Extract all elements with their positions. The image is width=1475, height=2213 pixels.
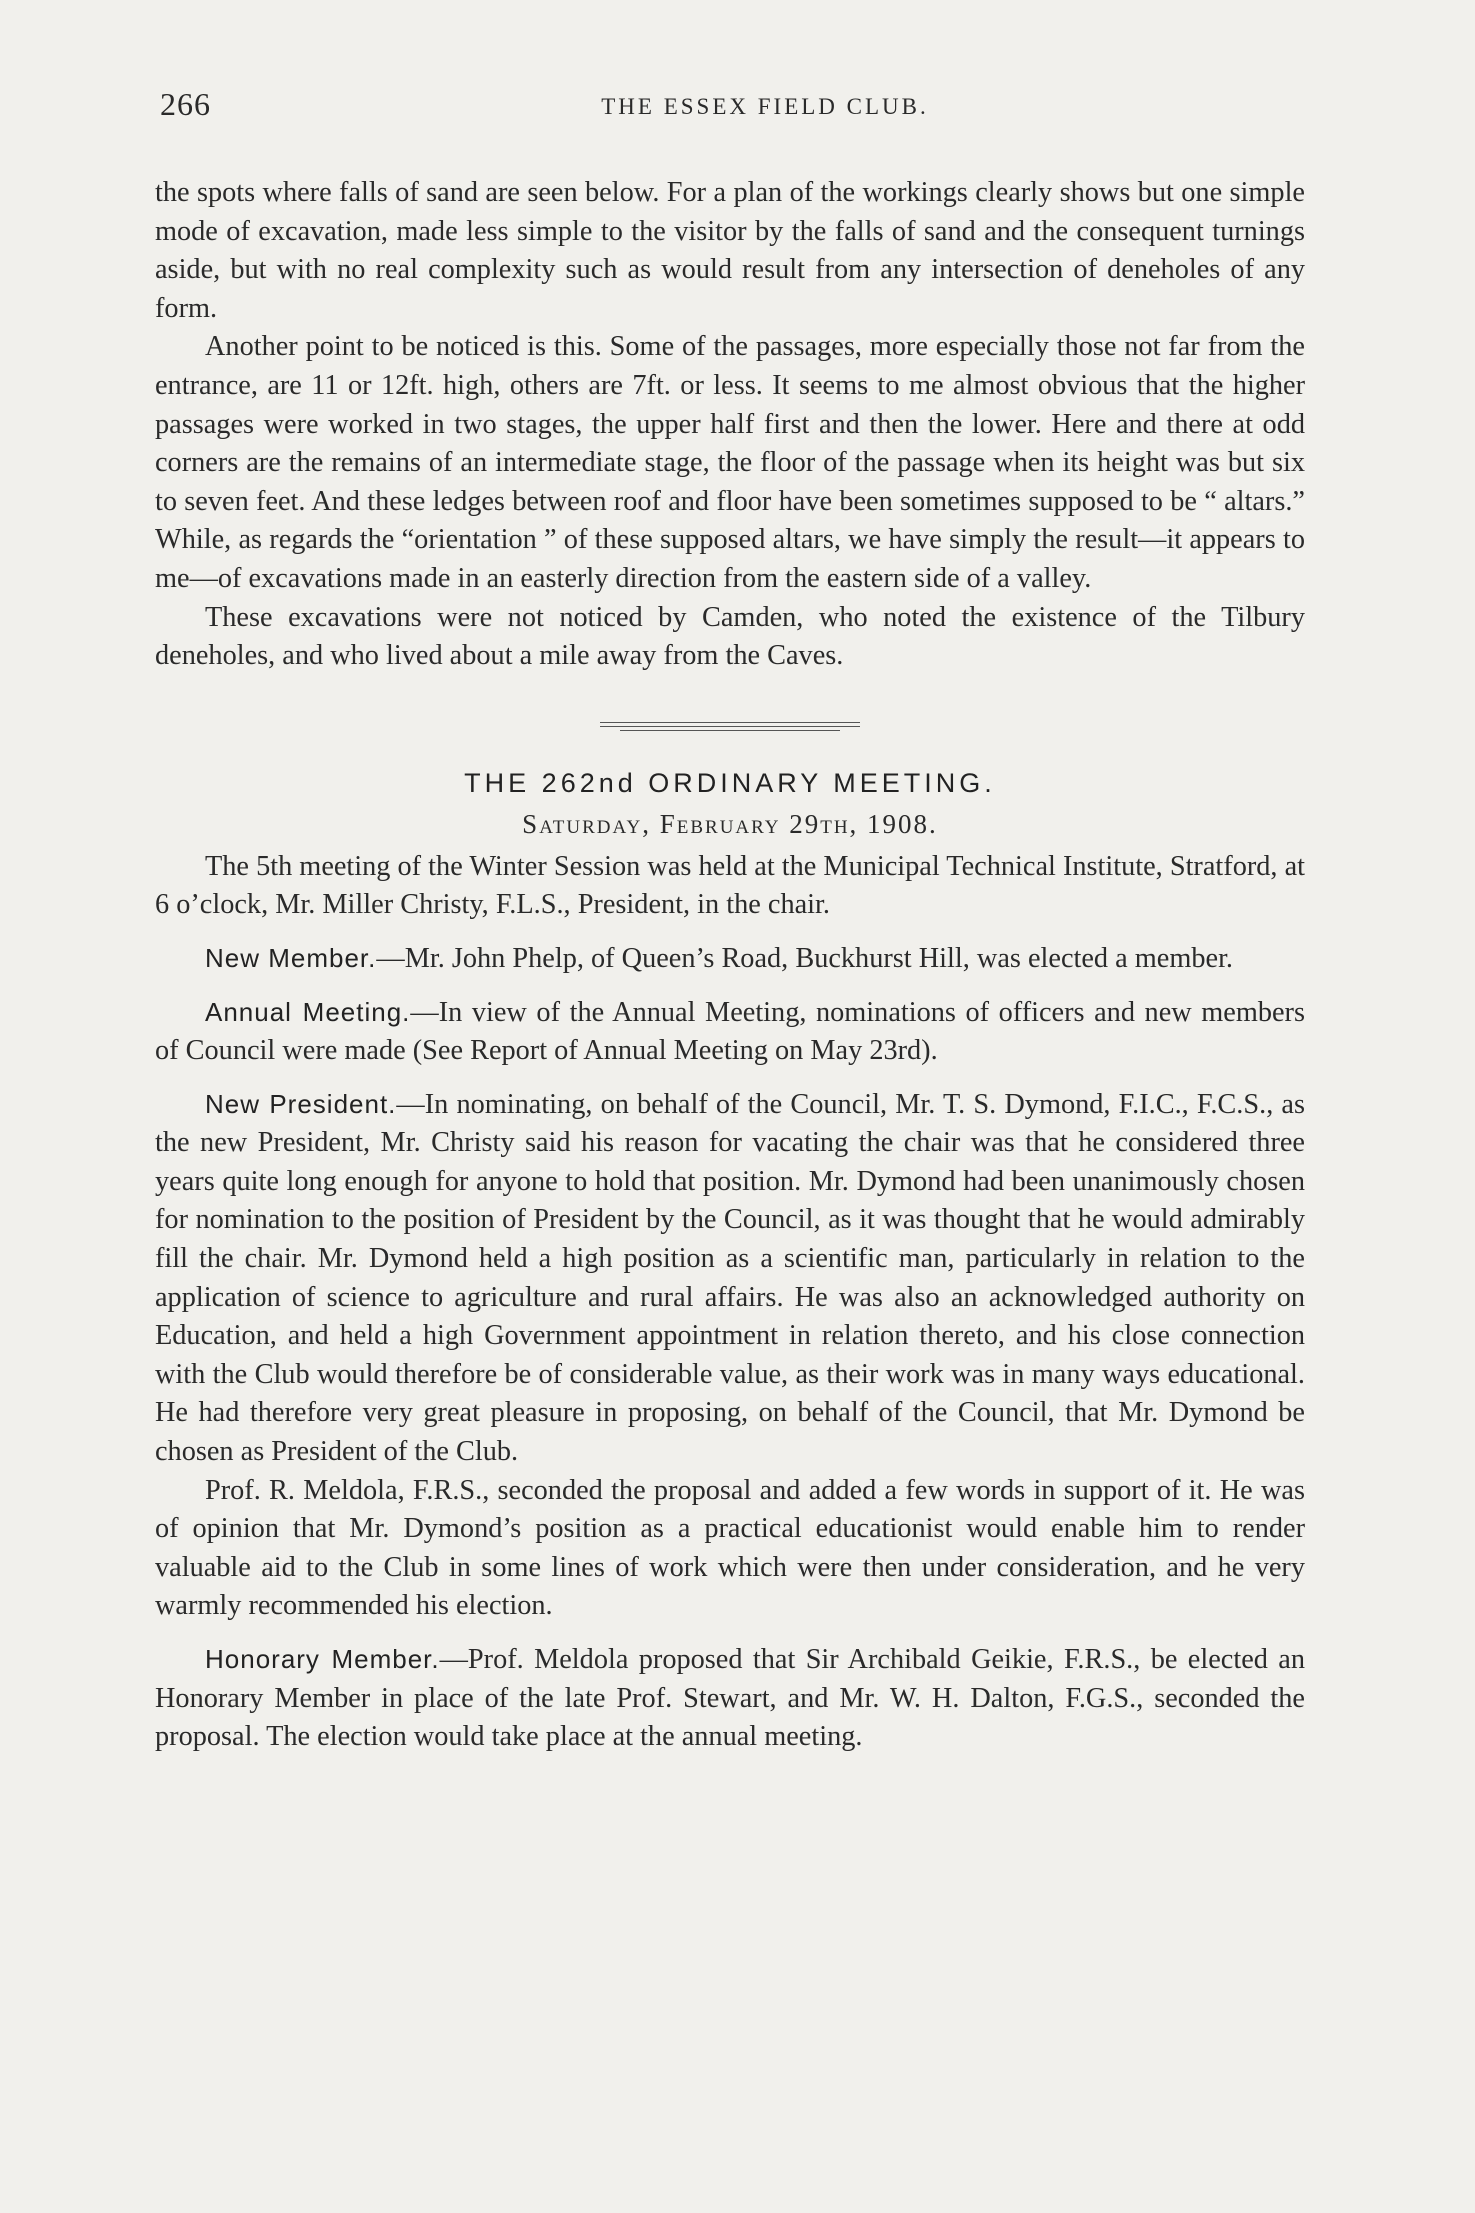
meeting-date: Saturday, February 29th, 1908. <box>522 808 938 839</box>
running-title: THE ESSEX FIELD CLUB. <box>601 94 929 119</box>
page-header <box>160 86 1310 126</box>
minute-seconding <box>155 1472 1305 1626</box>
meeting-intro: The 5th meeting of the Winter Session was held at the Municipal Technical Institute, Stratford, at 6 o’clock, Mr. Miller Christy, F.L.S., President, in the chair. <box>155 850 1305 921</box>
minute-text: —Prof. Meldola proposed that Sir Archibald Geikie, F.R.S., be elected an Honorary Member in place of the late Prof. Stewart, and Mr. W. H. Dalton, F.G.S., seconded the proposal. The election would take place at the annual meeting. <box>155 1644 1305 1753</box>
section-divider <box>600 720 860 734</box>
page-number: 266 <box>160 86 211 122</box>
minute-text: Prof. R. Meldola, F.R.S., seconded the proposal and added a few words in support of it. He was of opinion that Mr. Dymond’s position as a practical educationist would enable him to render valuable aid to the Club in some lines of work which were then under consideration, and he very warmly recommended his election. <box>155 1474 1305 1622</box>
minute-new-member <box>155 939 1305 979</box>
article-paragraph: These excavations were not noticed by Camden, who noted the existence of the Tilbury deneholes, and who lived about a mile away from the Caves. <box>155 601 1305 672</box>
minute-text: —In nominating, on behalf of the Council, Mr. T. S. Dymond, F.I.C., F.C.S., as the new President, Mr. Christy said his reason for vacating the chair was that he considered three years quite long enough for anyone to hold that position. Mr. Dymond had been unanimously chosen for nomination to the position of President by the Council, as it was thought that he would admirably fill the chair. Mr. Dymond held a high position as a scientific man, particularly in relation to the application of science to agriculture and rural affairs. He was also an acknowledged authority on Education, and held a high Government appointment in relation thereto, and his close connection with the Club would therefore be of considerable value, as their work was in many ways educational. He had therefore very great pleasure in proposing, on behalf of the Council, that Mr. Dymond be chosen as President of the Club. <box>155 1088 1306 1468</box>
article-paragraph: the spots where falls of sand are seen below. For a plan of the workings clearly shows but one simple mode of excavation, made less simple to the visitor by the falls of sand and the consequent turnings aside, but with no real complexity such as would result from any intersection of deneholes of any form. <box>155 177 1305 324</box>
page-body <box>155 174 1305 1757</box>
minute-heading: Annual Meeting. <box>205 996 411 1027</box>
minute-heading: New Member. <box>205 942 377 973</box>
minute-heading: Honorary Member. <box>205 1644 440 1674</box>
minute-honorary-member <box>155 1640 1305 1757</box>
minute-text: —Mr. John Phelp, of Queen’s Road, Buckhurst Hill, was elected a member. <box>376 942 1234 974</box>
minute-text: —In view of the Annual Meeting, nominations of officers and new members of Council were made (See Report of Annual Meeting on May 23rd). <box>155 996 1305 1067</box>
minute-annual-meeting <box>155 993 1305 1071</box>
minute-new-president <box>155 1085 1305 1472</box>
article-paragraph: Another point to be noticed is this. Some of the passages, more especially those not far from the entrance, are 11 or 12ft. high, others are 7ft. or less. It seems to me almost obvious that the higher passages were worked in two stages, the upper half first and then the lower. Here and there at odd corners are the remains of an intermediate stage, the floor of the passage when its height was but six to seven feet. And these ledges between roof and floor have been sometimes supposed to be “ altars.” While, as regards the “orientation ” of these supposed altars, we have simply the result—it appears to me—of excavations made in an easterly direction from the eastern side of a valley. <box>155 331 1305 594</box>
meeting-title: THE 262nd ORDINARY MEETING. <box>464 767 996 798</box>
minute-heading: New President. <box>205 1088 397 1119</box>
